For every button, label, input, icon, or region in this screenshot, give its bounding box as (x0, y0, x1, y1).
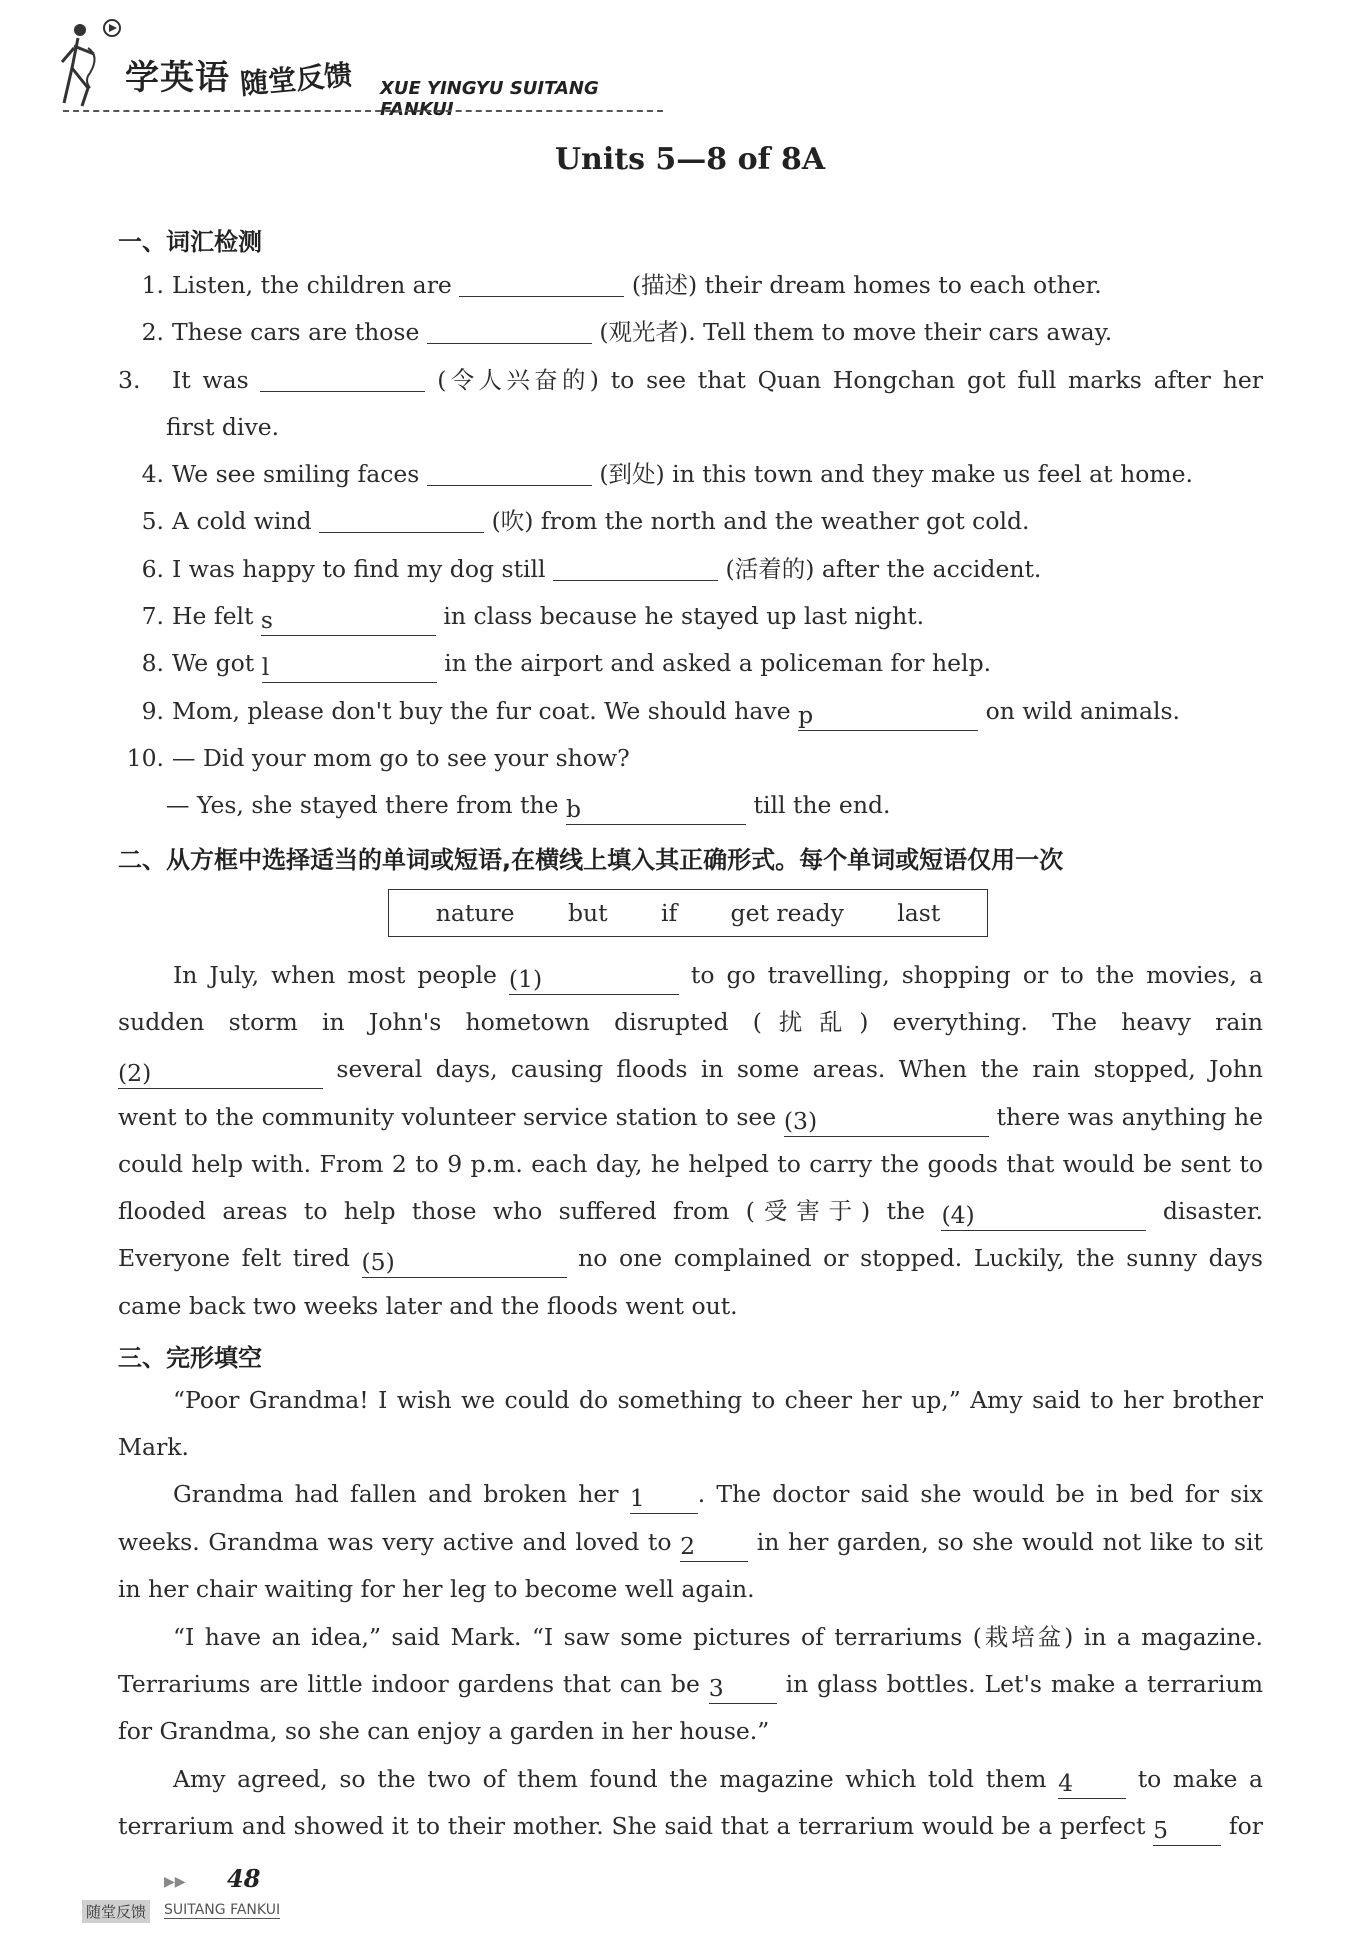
passage-line: In July, when most people (1) to go travelling, shopping or to the movies, a (173, 961, 1263, 993)
answer-blank[interactable] (427, 317, 592, 344)
header-subtitle-cn: 随堂反馈 (238, 58, 354, 101)
passage-line: Grandma had fallen and broken her 1 . The doctor said she would be in bed for six (173, 1480, 1264, 1512)
word-option: get ready (730, 899, 844, 927)
section-heading-vocab: 一、词汇检测 (118, 228, 262, 256)
header-divider (63, 110, 663, 112)
page-title: Units 5—8 of 8A (554, 142, 826, 177)
passage-line: weeks. Grandma was very active and loved to 2 in her garden, so she would not like to sit (118, 1528, 1263, 1560)
page-footer (82, 1858, 382, 1938)
passage-line: “I have an idea,” said Mark. “I saw some pictures of terrariums (栽培盆) in a magazine. (173, 1623, 1263, 1651)
header-banner (55, 18, 675, 120)
answer-blank[interactable]: 2 (680, 1531, 748, 1562)
answer-blank[interactable]: l (262, 652, 437, 683)
arrow-icon: ▶▶ (164, 1874, 186, 1890)
question-1: 1. Listen, the children are (描述) their dream homes to each other. (141, 271, 1102, 299)
header-title-cn: 学英语 (125, 58, 230, 98)
answer-blank[interactable]: 1 (630, 1483, 698, 1514)
passage-line: for Grandma, so she can enjoy a garden in her house.” (118, 1717, 770, 1745)
section-heading-word-box: 二、从方框中选择适当的单词或短语,在横线上填入其正确形式。每个单词或短语仅用一次 (118, 846, 1064, 874)
answer-blank[interactable]: 4 (1058, 1768, 1126, 1799)
question-3: 3. It was (令人兴奋的) to see that Quan Hongchan got full marks after her (118, 366, 1263, 394)
passage-line: could help with. From 2 to 9 p.m. each day, he helped to carry the goods that would be sent to (118, 1150, 1263, 1178)
passage-line: Terrariums are little indoor gardens that can be 3 in glass bottles. Let's make a terrarium (118, 1670, 1263, 1702)
answer-blank[interactable] (319, 506, 484, 533)
answer-blank[interactable]: (3) (784, 1106, 989, 1137)
answer-blank[interactable] (553, 554, 718, 581)
question-10: 10. — Did your mom go to see your show? (126, 744, 630, 772)
answer-blank[interactable]: p (798, 700, 978, 731)
page-number: 48 (227, 1864, 261, 1893)
question-10-reply: — Yes, she stayed there from the b till the end. (166, 791, 891, 823)
section-heading-cloze: 三、完形填空 (118, 1344, 262, 1372)
footer-label-cn: 随堂反馈 (82, 1900, 150, 1923)
runner-logo-icon (60, 18, 130, 113)
answer-blank[interactable]: s (261, 605, 436, 636)
answer-blank[interactable]: b (566, 794, 746, 825)
word-option: but (567, 899, 608, 927)
passage-line: “Poor Grandma! I wish we could do something to cheer her up,” Amy said to her brother (173, 1386, 1263, 1414)
answer-blank[interactable] (260, 365, 425, 392)
answer-blank[interactable]: (5) (362, 1247, 567, 1278)
passage-line: came back two weeks later and the floods went out. (118, 1292, 738, 1320)
passage-line: Mark. (118, 1433, 190, 1461)
answer-blank[interactable]: (2) (118, 1058, 323, 1089)
question-4: 4. We see smiling faces (到处) in this town and they make us feel at home. (141, 460, 1194, 488)
answer-blank[interactable]: (1) (509, 964, 679, 995)
question-7: 7. He felt s in class because he stayed up last night. (141, 602, 925, 634)
question-3-continued: first dive. (166, 413, 280, 441)
answer-blank[interactable]: 5 (1153, 1815, 1221, 1846)
word-option: nature (435, 899, 515, 927)
passage-line: in her chair waiting for her leg to become well again. (118, 1575, 755, 1603)
question-2: 2. These cars are those (观光者). Tell them to move their cars away. (141, 318, 1113, 346)
answer-blank[interactable] (459, 270, 624, 297)
answer-blank[interactable]: (4) (941, 1200, 1146, 1231)
word-box (388, 889, 988, 937)
answer-blank[interactable] (427, 459, 592, 486)
question-5: 5. A cold wind (吹) from the north and the weather got cold. (141, 507, 1030, 535)
question-9: 9. Mom, please don't buy the fur coat. We should have p on wild animals. (141, 697, 1181, 729)
footer-label-en: SUITANG FANKUI (164, 1902, 281, 1918)
passage-line: went to the community volunteer service station to see (3) there was anything he (118, 1103, 1263, 1135)
passage-line: (2) several days, causing floods in some areas. When the rain stopped, John (118, 1055, 1263, 1087)
passage-line: terrarium and showed it to their mother. She said that a terrarium would be a perfect 5 for (118, 1812, 1263, 1844)
passage-line: sudden storm in John's hometown disrupted (扰乱) everything. The heavy rain (118, 1008, 1263, 1036)
passage-line: Amy agreed, so the two of them found the magazine which told them 4 to make a (173, 1765, 1263, 1797)
header-title-en: XUE YINGYU SUITANG FANKUI (380, 78, 599, 120)
passage-line: Everyone felt tired (5) no one complained or stopped. Luckily, the sunny days (118, 1244, 1263, 1276)
word-option: if (660, 899, 678, 927)
answer-blank[interactable]: 3 (709, 1673, 777, 1704)
word-option: last (897, 899, 941, 927)
passage-line: flooded areas to help those who suffered from (受害于) the (4) disaster. (118, 1197, 1263, 1229)
question-6: 6. I was happy to find my dog still (活着的) after the accident. (141, 555, 1042, 583)
question-8: 8. We got l in the airport and asked a policeman for help. (141, 649, 992, 681)
